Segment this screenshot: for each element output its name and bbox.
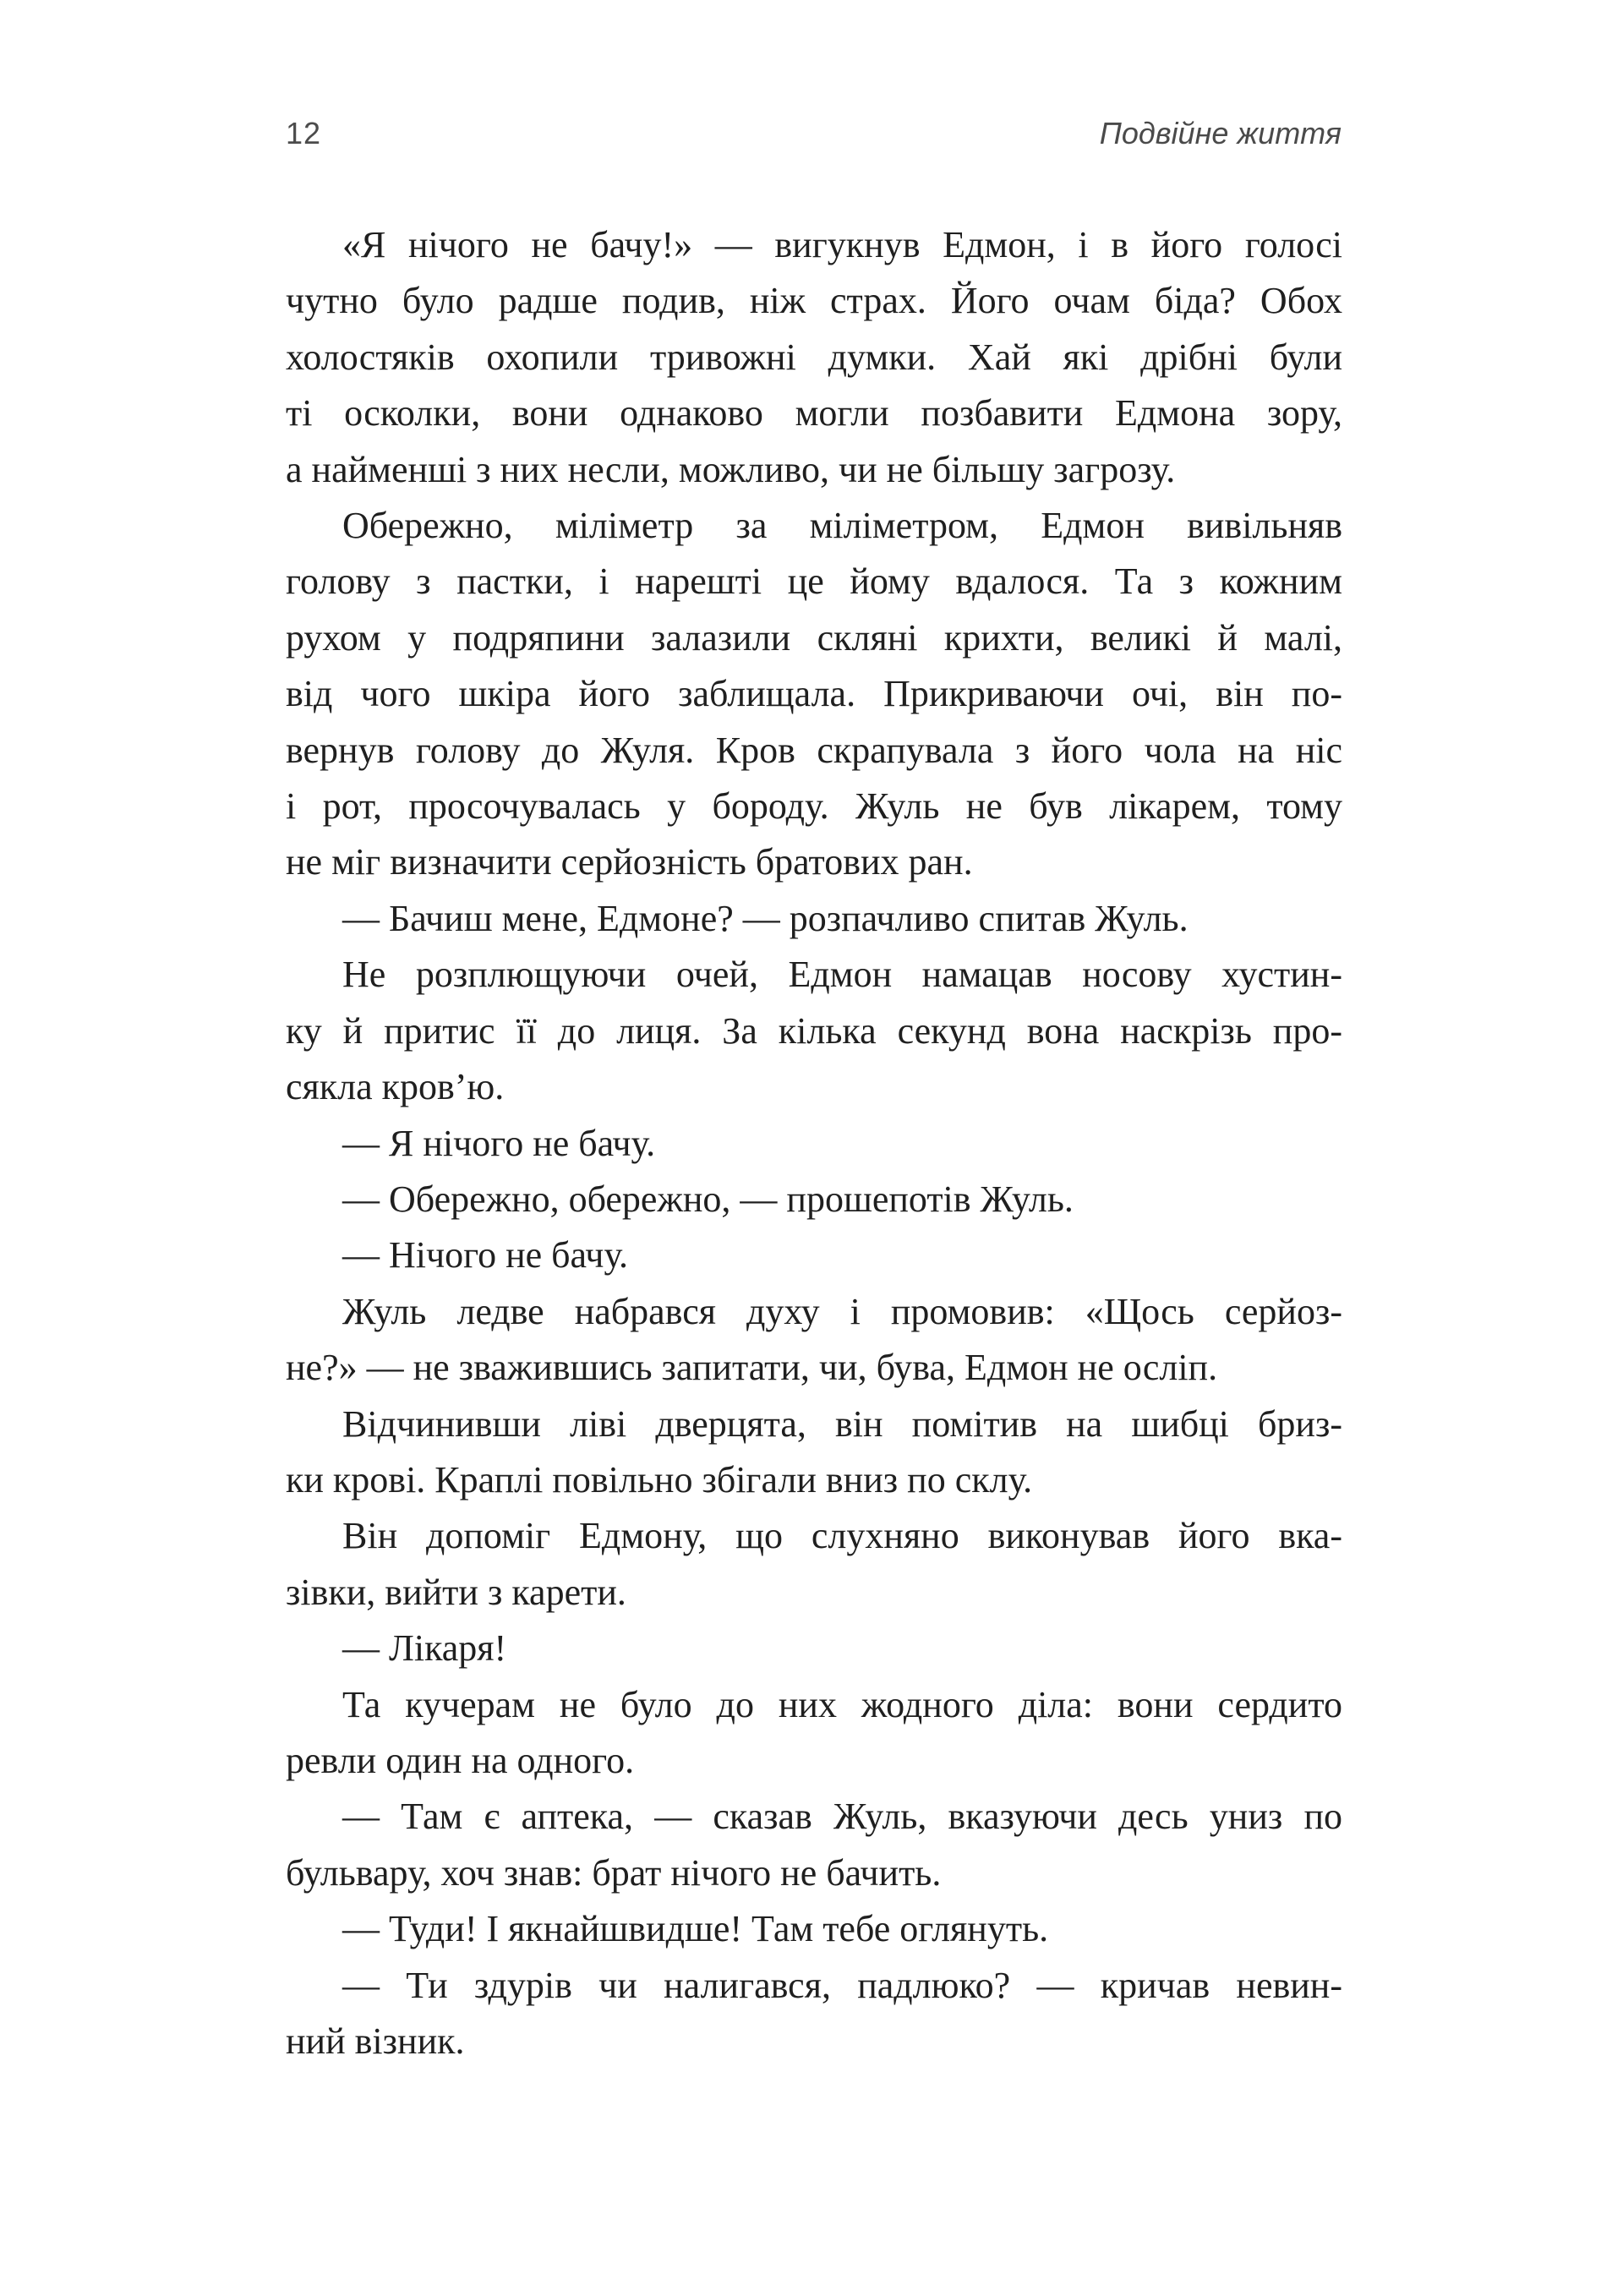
page-body: [286, 217, 1342, 2069]
text-line: Не розплющуючи очей, Едмон намацав носову хустин-: [342, 954, 1342, 996]
text-line: сякла кров’ю.: [286, 1066, 505, 1108]
text-line: Він допоміг Едмону, що слухняно виконував його вка-: [342, 1515, 1342, 1557]
paragraph: [286, 1397, 1342, 1509]
text-line: не?» — не зважившись запитати, чи, бува, Едмон не осліп.: [286, 1347, 1218, 1389]
paragraph: [286, 1284, 1342, 1397]
text-line: — Обережно, обережно, — прошепотів Жуль.: [342, 1178, 1074, 1220]
paragraph: [286, 1508, 1342, 1621]
paragraph: [286, 1172, 1342, 1227]
paragraph: [286, 1227, 1342, 1283]
text-line: а найменші з них несли, можливо, чи не більшу загрозу.: [286, 448, 1176, 490]
running-title: Подвійне життя: [1099, 116, 1342, 150]
paragraph: [286, 1789, 1342, 1901]
text-line: від чого шкіра його заблищала. Прикриваючи очі, він по-: [286, 673, 1342, 715]
text-line: не міг визначити серйозність братових ран.: [286, 841, 973, 883]
text-line: голову з пастки, і нарешті це йому вдалося. Та з кожним: [286, 560, 1342, 603]
page-header: [0, 0, 1623, 152]
text-line: — Я нічого не бачу.: [342, 1122, 656, 1164]
paragraph: [286, 891, 1342, 947]
text-line: — Нічого не бачу.: [342, 1234, 629, 1276]
paragraph: [286, 1621, 1342, 1676]
text-line: чутно було радше подив, ніж страх. Його очам біда? Обох: [286, 280, 1342, 322]
paragraph: [286, 1901, 1342, 1957]
text-line: ки крові. Краплі повільно збігали вниз по склу.: [286, 1458, 1033, 1501]
paragraph: [286, 498, 1342, 891]
paragraph: [286, 1958, 1342, 2070]
text-line: ревли один на одного.: [286, 1739, 635, 1781]
paragraph: [286, 947, 1342, 1115]
paragraph: [286, 1116, 1342, 1172]
text-line: ний візник.: [286, 2020, 465, 2062]
text-line: ку й притис її до лиця. За кілька секунд вона наскрізь про-: [286, 1009, 1342, 1052]
text-line: Та кучерам не було до них жодного діла: вони сердито: [342, 1683, 1342, 1725]
text-line: холостяків охопили тривожні думки. Хай які дрібні були: [286, 336, 1342, 378]
text-line: і рот, просочувалась у бороду. Жуль не був лікарем, тому: [286, 785, 1342, 828]
paragraph: [286, 217, 1342, 498]
text-line: «Я нічого не бачу!» — вигукнув Едмон, і в його голосі: [342, 224, 1342, 265]
text-line: — Ти здурів чи налигався, падлюко? — кричав невин-: [342, 1964, 1342, 2006]
text-line: ті осколки, вони однаково могли позбавити Едмона зору,: [286, 392, 1342, 435]
text-line: Відчинивши ліві дверцята, він помітив на шибці бриз-: [342, 1402, 1342, 1445]
text-line: — Лікаря!: [342, 1627, 507, 1670]
page-number: 12: [286, 116, 322, 150]
text-line: — Там є аптека, — сказав Жуль, вказуючи десь униз по: [342, 1796, 1342, 1838]
text-line: — Бачиш мене, Едмоне? — розпачливо спитав Жуль.: [342, 897, 1189, 939]
text-line: бульвару, хоч знав: брат нічого не бачить.: [286, 1851, 942, 1894]
text-line: вернув голову до Жуля. Кров скрапувала з його чола на ніс: [286, 729, 1342, 771]
text-line: зівки, вийти з карети.: [286, 1571, 626, 1613]
text-line: Жуль ледве набрався духу і промовив: «Щось серйоз-: [342, 1290, 1342, 1332]
paragraph: [286, 1677, 1342, 1790]
text-line: — Туди! І якнайшвидше! Там тебе оглянуть.: [342, 1908, 1049, 1950]
text-line: Обережно, міліметр за міліметром, Едмон вивільняв: [342, 505, 1342, 547]
text-line: рухом у подряпини залазили скляні крихти, великі й малі,: [286, 616, 1342, 659]
